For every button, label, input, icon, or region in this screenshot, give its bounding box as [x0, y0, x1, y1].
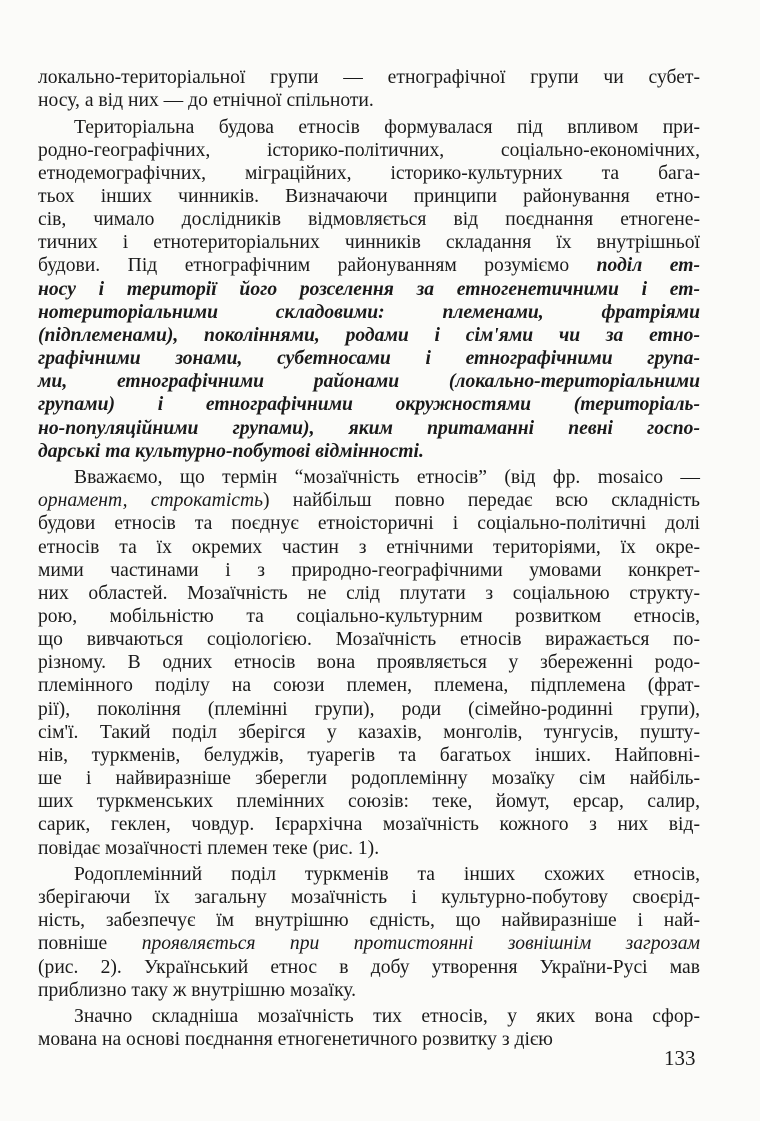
text-run: етнодемографічних, міграційних, історико-культурних та бага-: [38, 162, 700, 184]
text-line: [38, 139, 700, 162]
emphasized-text: но-популяційними групами), яким притаманні певні госпо-: [38, 417, 700, 439]
text-run: Територіальна будова етносів формувалася під впливом при-: [74, 116, 700, 138]
text-run: (рис. 2). Український етнос в добу утворення України-Русі мав: [38, 956, 700, 978]
text-run: що вивчаються соціологією. Мозаїчність етносів виражається по-: [38, 629, 700, 651]
text-line: [38, 1005, 700, 1028]
text-line: [38, 185, 700, 208]
text-line: [38, 417, 700, 440]
text-run: локально-територіальної групи — етнографічної групи чи субет-: [38, 67, 700, 88]
text-run: різному. В одних етносів вона проявляється у збереженні родо-: [38, 652, 700, 674]
text-line: [38, 301, 700, 324]
text-line: [38, 370, 700, 393]
text-run: тичних і етнотериторіальних чинників складання їх внутрішньої: [38, 232, 700, 254]
emphasized-text: проявляється при протистоянні зовнішнім загрозам: [141, 933, 700, 955]
text-run: сарик, геклен, човдур. Ієрархічна мозаїчність кожного з них від-: [38, 814, 700, 836]
text-line: [38, 837, 700, 860]
text-line: [38, 932, 700, 955]
text-line: [38, 89, 700, 112]
text-run: мими частинами і з природно-географічними умовами конкрет-: [38, 559, 700, 581]
text-line: [38, 813, 700, 836]
emphasized-text: поділ ет-: [596, 255, 700, 277]
text-line: [38, 393, 700, 416]
emphasized-text: групами) і етнографічними окружностями (територіаль-: [38, 394, 700, 416]
text-line: [38, 698, 700, 721]
text-run: носу, а від них — до етнічної спільноти.: [38, 90, 374, 112]
text-run: рою, мобільністю та соціально-культурним розвитком етносів,: [38, 605, 700, 627]
text-line: [38, 886, 700, 909]
text-line: [38, 254, 700, 277]
text-line: [38, 744, 700, 767]
paragraph: [38, 1005, 700, 1051]
emphasized-text: орнамент, строкатість: [38, 490, 264, 512]
text-run: повніше: [38, 933, 142, 955]
text-line: [38, 536, 700, 559]
text-run: тьох інших чинників. Визначаючи принципи районування етно-: [38, 185, 700, 207]
text-line: [38, 440, 700, 463]
emphasized-text: дарські та культурно-побутові відмінності.: [38, 440, 424, 462]
text-line: [38, 1028, 700, 1051]
text-run: родно-географічних, історико-політичних, соціально-економічних,: [38, 139, 700, 161]
text-line: [38, 324, 700, 347]
text-line: [38, 466, 700, 489]
text-run: ) найбільш повно передає всю складність: [263, 490, 700, 512]
text-line: [38, 559, 700, 582]
text-line: [38, 116, 700, 139]
emphasized-text: графічними зонами, субетносами і етнографічними група-: [38, 348, 700, 370]
paragraph: [38, 466, 700, 860]
text-line: [38, 721, 700, 744]
emphasized-text: (підплеменами), поколіннями, родами і сім'ями чи за етно-: [38, 324, 700, 346]
text-run: Родоплемінний поділ туркменів та інших схожих етносів,: [74, 863, 700, 885]
text-line: [38, 66, 700, 89]
text-line: [38, 347, 700, 370]
text-line: [38, 628, 700, 651]
text-run: ших туркменських племінних союзів: теке, йомут, ерсар, салир,: [38, 791, 700, 813]
text-run: племінного поділу на союзи племен, племена, підплемена (фрат-: [38, 675, 700, 697]
text-line: [38, 162, 700, 185]
text-line: [38, 512, 700, 535]
text-run: мована на основі поєднання етногенетичного розвитку з дією: [38, 1029, 553, 1051]
page-body-text: [38, 66, 700, 1055]
text-run: сім'ї. Такий поділ зберігся у казахів, монголів, тунгусів, пушту-: [38, 721, 700, 743]
page-number: 133: [664, 1046, 696, 1070]
emphasized-text: ми, етнографічними районами (локально-територіальними: [38, 371, 700, 393]
text-run: них областей. Мозаїчність не слід плутати з соціальною структу-: [38, 582, 700, 604]
text-line: [38, 651, 700, 674]
text-run: приблизно таку ж внутрішню мозаїку.: [38, 979, 357, 1001]
text-run: Вважаємо, що термін “мозаїчність етносів” (від фр. mosaico —: [74, 467, 700, 489]
paragraph: [38, 863, 700, 1002]
text-line: [38, 790, 700, 813]
text-line: [38, 582, 700, 605]
text-run: будови етносів та поєднує етноісторичні і соціально-політичні долі: [38, 513, 700, 535]
text-line: [38, 674, 700, 697]
text-line: [38, 863, 700, 886]
text-run: нів, туркменів, белуджів, туарегів та багатьох інших. Найповні-: [38, 744, 700, 766]
paragraph: [38, 116, 700, 463]
text-line: [38, 767, 700, 790]
text-run: зберігаючи їх загальну мозаїчність і культурно-побутову своєрід-: [38, 887, 700, 909]
paragraph: [38, 66, 700, 112]
text-line: [38, 909, 700, 932]
text-run: ність, забезпечує їм внутрішню єдність, що найвиразніше і най-: [38, 910, 700, 932]
text-line: [38, 979, 700, 1002]
text-run: ше і найвиразніше зберегли родоплемінну мозаїку сім найбіль-: [38, 768, 700, 790]
text-line: [38, 231, 700, 254]
text-line: [38, 278, 700, 301]
text-run: Значно складніша мозаїчність тих етносів, у яких вона сфор-: [74, 1006, 700, 1027]
text-run: сів, чимало дослідників відмовляється від поєднання етногене-: [38, 209, 700, 231]
text-run: повідає мозаїчності племен теке (рис. 1).: [38, 837, 380, 859]
text-run: будови. Під етнографічним районуванням розуміємо: [38, 255, 597, 277]
text-line: [38, 208, 700, 231]
text-run: рії), покоління (племінні групи), роди (сімейно-родинні групи),: [38, 698, 700, 720]
text-line: [38, 956, 700, 979]
text-line: [38, 489, 700, 512]
text-run: етносів та їх окремих частин з етнічними територіями, їх окре-: [38, 536, 700, 558]
emphasized-text: нотериторіальними складовими: племенами, фратріями: [38, 301, 700, 323]
emphasized-text: носу і території його розселення за етногенетичними і ет-: [38, 278, 700, 300]
text-line: [38, 605, 700, 628]
